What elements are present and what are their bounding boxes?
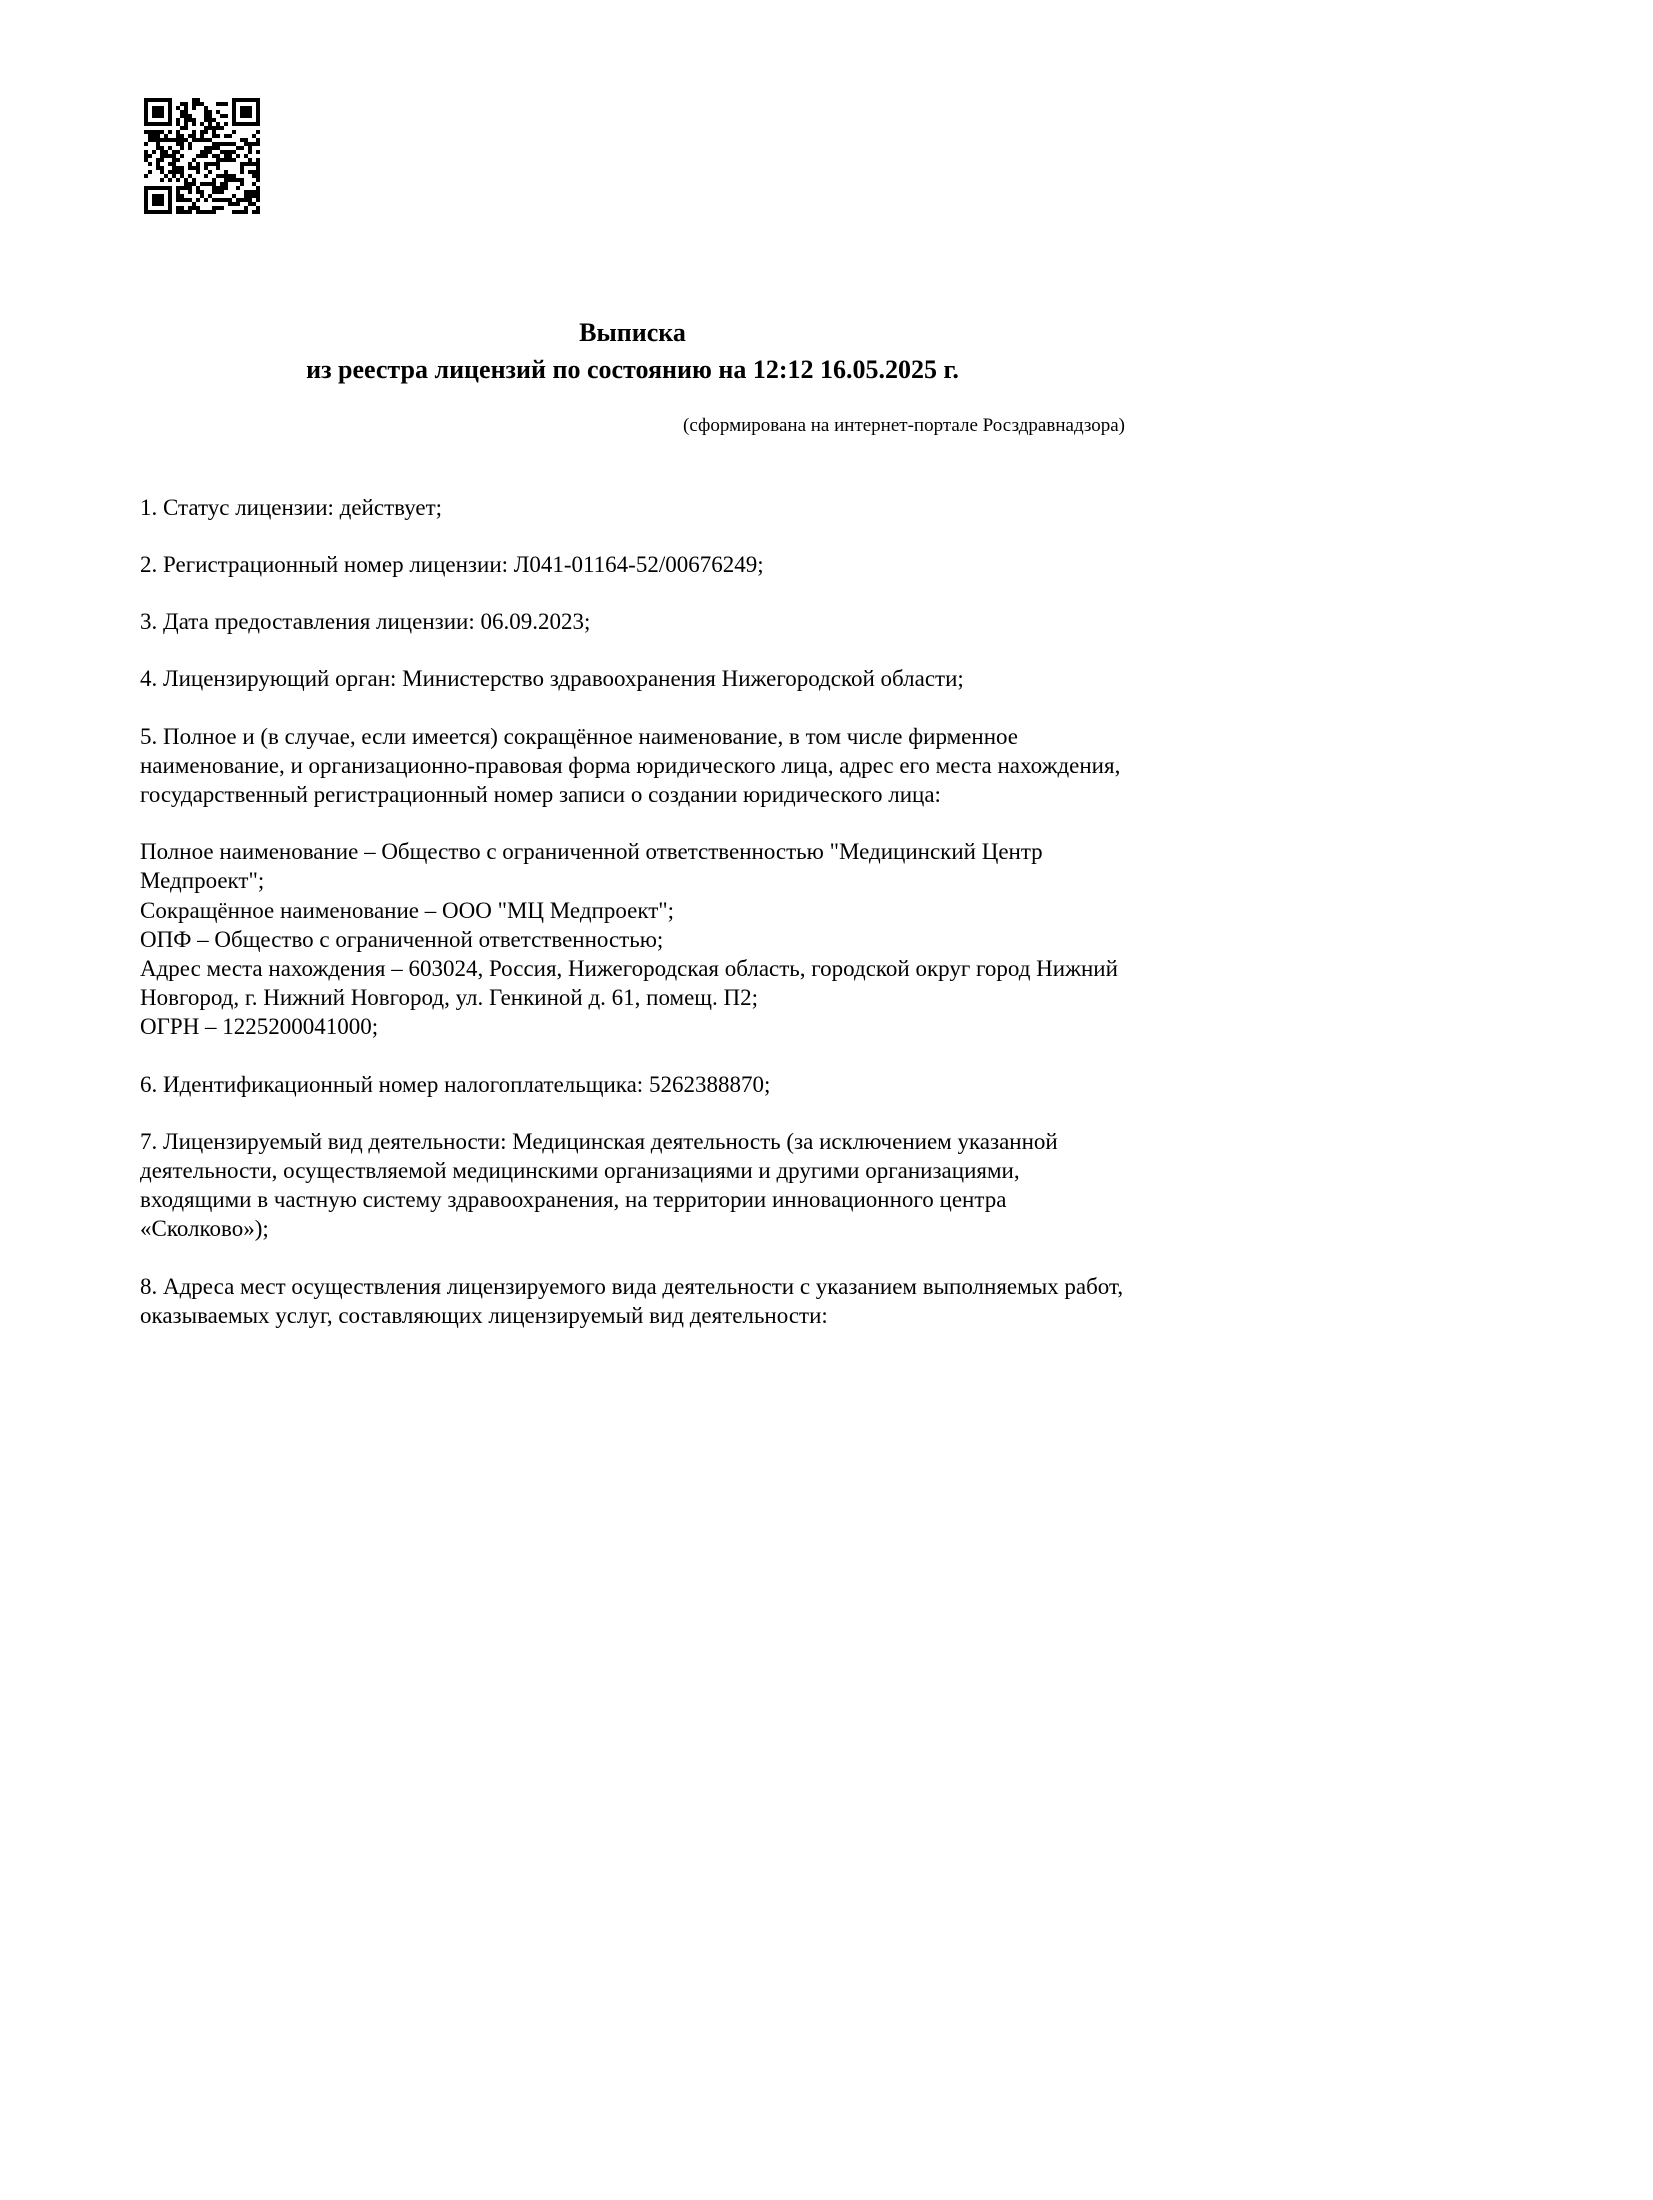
para-licensing-authority: 4. Лицензирующий орган: Министерство здравоохранения Нижегородской области; bbox=[140, 666, 964, 692]
document-content bbox=[140, 0, 1125, 1358]
para-license-date: 3. Дата предоставления лицензии: 06.09.2023; bbox=[140, 609, 591, 635]
entity-details bbox=[140, 837, 1125, 1041]
document-body bbox=[140, 493, 1125, 1330]
entity-opf: ОПФ – Общество с ограниченной ответственностью; bbox=[140, 926, 664, 952]
para-license-status: 1. Статус лицензии: действует; bbox=[140, 494, 443, 520]
entity-ogrn: ОГРН – 1225200041000; bbox=[140, 1014, 379, 1040]
entity-full-name: Полное наименование – Общество с ограниченной ответственностью "Медицинский Центр Медпроект"; bbox=[140, 839, 1043, 894]
para-inn: 6. Идентификационный номер налогоплательщика: 5262388870; bbox=[140, 1071, 771, 1097]
para-licensed-activity: 7. Лицензируемый вид деятельности: Медицинская деятельность (за исключением указанной деятельности, осуществляемой медицинскими организациями и другими организациями, входящими в частную систему здравоохранения, на территории инновационного центра «Сколково»); bbox=[140, 1128, 1058, 1242]
entity-short-name: Сокращённое наименование – ООО "МЦ Медпроект"; bbox=[140, 897, 675, 923]
para-entity-heading: 5. Полное и (в случае, если имеется) сокращённое наименование, в том числе фирменное наименование, и организационно-правовая форма юридического лица, адрес его места нахождения, государственный регистрационный номер записи о создании юридического лица: bbox=[140, 723, 1121, 808]
para-activity-addresses: 8. Адреса мест осуществления лицензируемого вида деятельности с указанием выполняемых работ, оказываемых услуг, составляющих лицензируемый вид деятельности: bbox=[140, 1273, 1124, 1328]
entity-address: Адрес места нахождения – 603024, Россия, Нижегородская область, городской округ город Нижний Новгород, г. Нижний Новгород, ул. Генкиной д. 61, помещ. П2; bbox=[140, 956, 1118, 1011]
para-registration-number: 2. Регистрационный номер лицензии: Л041-01164-52/00676249; bbox=[140, 552, 764, 578]
title-line-1: Выписка bbox=[579, 318, 686, 347]
document-subtitle: (сформирована на интернет-портале Росздравнадзора) bbox=[683, 414, 1125, 436]
document-title bbox=[140, 315, 1125, 389]
title-line-2: из реестра лицензий по состоянию на 12:12 16.05.2025 г. bbox=[306, 354, 959, 384]
